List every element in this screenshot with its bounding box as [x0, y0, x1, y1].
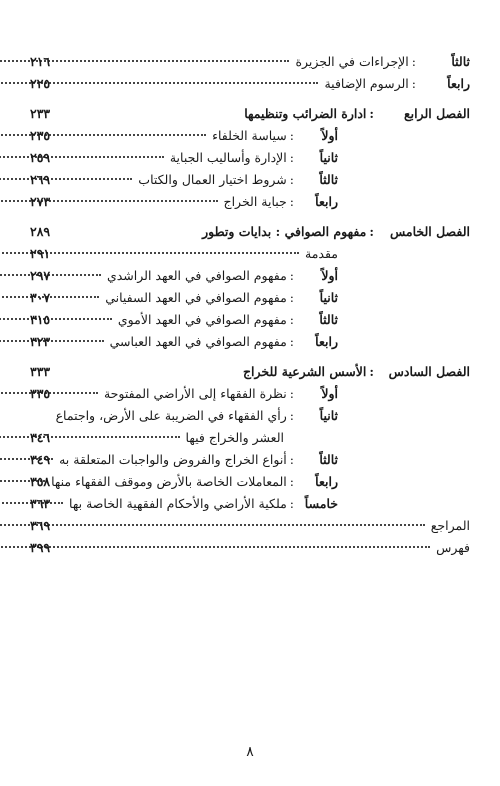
entry-page: ٢٣٥ — [30, 128, 51, 143]
entry-ordinal: ثالثاً — [319, 172, 338, 187]
toc-entry — [30, 244, 470, 264]
entry-page: ٣٦٣ — [30, 496, 51, 511]
entry-page: ٢٩١ — [30, 246, 51, 261]
leader-dots — [0, 436, 180, 438]
entry-ordinal: ثانياً — [319, 290, 338, 305]
toc-entry: رابعاً :مفهوم الصوافي في العهد العباسي ٣٢٣ — [30, 332, 470, 352]
entry-page: ٢٣٣ — [30, 106, 51, 121]
toc-entry: رابعاً :جباية الخراج ٢٧٣ — [30, 192, 470, 212]
toc-entry: ثانياً :الإدارة وأساليب الجباية ٢٥٩ — [30, 148, 470, 168]
entry-title: مفهوم الصوافي في العهد السفياني — [105, 290, 287, 305]
entry-page: ٢١٦ — [30, 54, 51, 69]
toc-entry — [30, 538, 470, 558]
entry-page: ٣٦٩ — [30, 518, 51, 533]
toc-entry — [30, 428, 470, 448]
entry-ordinal: ثالثاً — [319, 452, 338, 467]
entry-ordinal: رابعاً — [447, 76, 470, 91]
entry-title: المعاملات الخاصة بالأرض وموقف الفقهاء منها — [51, 474, 287, 489]
entry-title: شروط اختيار العمال والكتاب — [138, 172, 287, 187]
entry-title: العشر والخراج فيها — [185, 430, 284, 445]
chapter-title: الأسس الشرعية للخراج — [242, 364, 367, 379]
toc-entry: ثالثاً :الإجراءات في الجزيرة ٢١٦ — [30, 52, 470, 72]
entry-ordinal: أولاً — [321, 268, 338, 283]
entry-title: نظرة الفقهاء إلى الأراضي المفتوحة — [103, 386, 287, 401]
entry-title: مفهوم الصوافي في العهد العباسي — [109, 334, 287, 349]
entry-page: ٣٣٥ — [30, 386, 51, 401]
toc-entry: أولاً :سياسة الخلفاء ٢٣٥ — [30, 126, 470, 146]
toc-entry: أولاً :مفهوم الصوافي في العهد الراشدي ٢٩٧ — [30, 266, 470, 286]
entry-title: مفهوم الصوافي في العهد الراشدي — [106, 268, 287, 283]
chapter-label: الفصل الرابع — [403, 106, 470, 121]
toc-entry — [30, 516, 470, 536]
chapter-heading: الفصل الخامس :مفهوم الصوافي : بدايات وتطور ٢٨٩ — [30, 222, 470, 242]
entry-page: ٢٥٩ — [30, 150, 51, 165]
chapter-label: الفصل الخامس — [389, 224, 470, 239]
entry-ordinal: أولاً — [321, 386, 338, 401]
entry-page: ٢٦٩ — [30, 172, 51, 187]
leader-dots — [0, 156, 164, 158]
entry-page: ٣٤٦ — [30, 430, 51, 445]
entry-ordinal: خامساً — [304, 496, 338, 511]
entry-title: أنواع الخراج والفروض والواجبات المتعلقة به — [59, 452, 287, 467]
entry-ordinal: رابعاً — [315, 474, 338, 489]
entry-page: ٣٥٨ — [30, 474, 51, 489]
entry-title: الإجراءات في الجزيرة — [295, 54, 409, 69]
entry-page: ٢٧٣ — [30, 194, 51, 209]
entry-title: الرسوم الإضافية — [324, 76, 409, 91]
entry-title: مفهوم الصوافي في العهد الأموي — [117, 312, 287, 327]
toc-entry: ثالثاً :شروط اختيار العمال والكتاب ٢٦٩ — [30, 170, 470, 190]
entry-title: فهرس — [436, 540, 470, 555]
toc-entry: خامساً :ملكية الأراضي والأحكام الفقهية الخاصة بها ٣٦٣ — [30, 494, 470, 514]
toc-entry: ثالثاً :أنواع الخراج والفروض والواجبات المتعلقة به ٣٤٩ — [30, 450, 470, 470]
chapter-heading: الفصل السادس :الأسس الشرعية للخراج ٣٣٣ — [30, 362, 470, 382]
entry-ordinal: أولاً — [321, 128, 338, 143]
toc-entry: ثانياً :مفهوم الصوافي في العهد السفياني ٣٠٧ — [30, 288, 470, 308]
entry-title: سياسة الخلفاء — [212, 128, 287, 143]
toc-entry: ثانياً :رأي الفقهاء في الضريبة على الأرض، واجتماع — [30, 406, 470, 426]
toc-entry: ثالثاً :مفهوم الصوافي في العهد الأموي ٣١٥ — [30, 310, 470, 330]
entry-page: ٣٣٣ — [30, 364, 51, 379]
entry-page: ٣٤٩ — [30, 452, 51, 467]
chapter-label: الفصل السادس — [388, 364, 470, 379]
chapter-title: ادارة الضرائب وتنظيمها — [244, 106, 367, 121]
entry-ordinal: ثانياً — [319, 408, 338, 423]
entry-ordinal: رابعاً — [315, 334, 338, 349]
entry-page: ٣٢٣ — [30, 334, 51, 349]
entry-ordinal: ثانياً — [319, 150, 338, 165]
entry-title: الإدارة وأساليب الجباية — [169, 150, 287, 165]
entry-title: ملكية الأراضي والأحكام الفقهية الخاصة بها — [69, 496, 287, 511]
entry-page: ٣١٥ — [30, 312, 51, 327]
entry-page: ٢٨٩ — [30, 224, 51, 239]
page-number: ٨ — [246, 744, 254, 760]
chapter-heading: الفصل الرابع :ادارة الضرائب وتنظيمها ٢٣٣ — [30, 104, 470, 124]
entry-title: جباية الخراج — [223, 194, 287, 209]
entry-ordinal: رابعاً — [315, 194, 338, 209]
entry-page: ٣٠٧ — [30, 290, 51, 305]
toc-entry: رابعاً :الرسوم الإضافية ٢٢٥ — [30, 74, 470, 94]
entry-ordinal: ثالثاً — [451, 54, 470, 69]
entry-title: مقدمة — [305, 246, 338, 261]
chapter-title: مفهوم الصوافي : بدايات وتطور — [202, 224, 367, 239]
entry-title: رأي الفقهاء في الضريبة على الأرض، واجتماع — [55, 408, 287, 423]
toc-entry: رابعاً :المعاملات الخاصة بالأرض وموقف الفقهاء منها ٣٥٨ — [30, 472, 470, 492]
entry-page: ٢٩٧ — [30, 268, 51, 283]
entry-title: المراجع — [430, 518, 470, 533]
entry-page: ٣٩٩ — [30, 540, 51, 555]
entry-page: ٢٢٥ — [30, 76, 51, 91]
entry-ordinal: ثالثاً — [319, 312, 338, 327]
toc-entry: أولاً :نظرة الفقهاء إلى الأراضي المفتوحة ٣٣٥ — [30, 384, 470, 404]
